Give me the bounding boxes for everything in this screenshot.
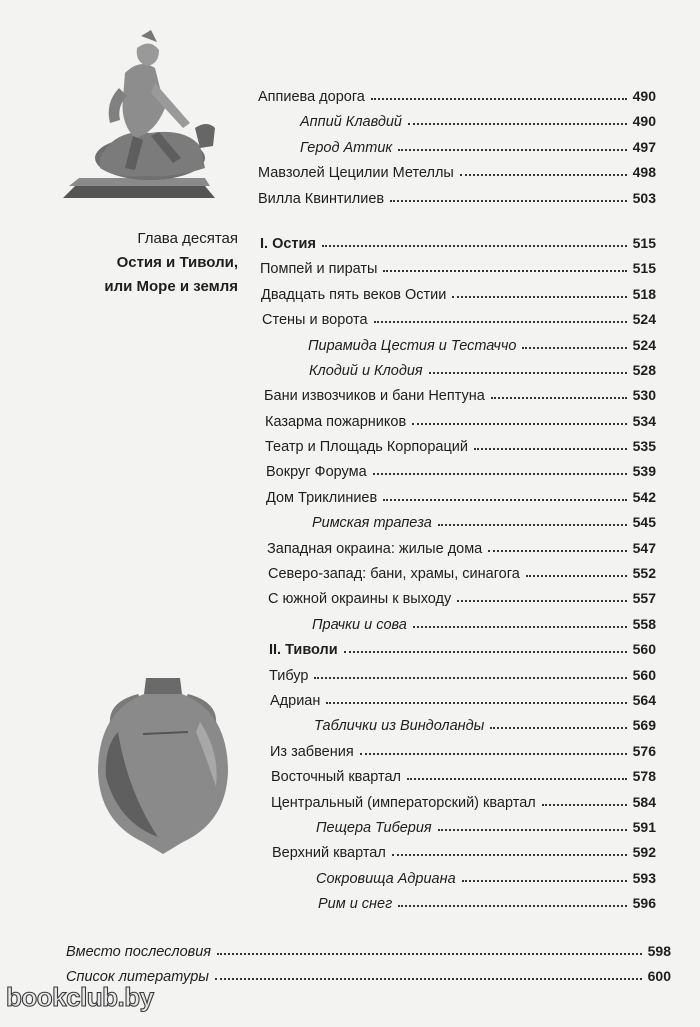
dot-leader [429,364,627,374]
toc-title: Восточный квартал [271,769,402,786]
toc-page: 569 [632,717,656,734]
toc-title: Дом Триклиниев [266,489,378,506]
toc-title: Театр и Площадь Корпораций [265,439,468,456]
toc-page: 524 [632,336,656,353]
toc-row[interactable] [258,663,656,688]
dot-leader [373,465,627,475]
toc-row[interactable] [258,434,656,459]
toc-page: 497 [632,138,656,155]
toc-row[interactable] [258,815,656,840]
toc-title: Помпей и пираты [260,261,378,278]
toc-page: 515 [632,234,656,251]
toc-title: Список литературы [66,969,209,986]
toc-title: Вилла Квинтилиев [258,190,385,207]
amphora-illustration [88,672,238,857]
toc-title: Северо-запад: бани, храмы, синагога [268,566,520,583]
dot-leader [457,592,626,602]
toc-page: 576 [632,742,656,759]
toc-row[interactable] [66,964,671,989]
chapter-title-line-2: или Море и земля [104,278,238,295]
toc-row[interactable] [258,866,656,891]
dot-leader [392,846,627,856]
chapter-number: Глава десятая [137,230,238,247]
toc-title: Клодий и Клодия [309,362,423,379]
toc-row[interactable] [258,485,656,510]
toc-page: 560 [632,666,656,683]
mithras-statue-illustration [55,28,230,208]
dot-leader [322,237,627,247]
toc-row[interactable] [258,307,656,332]
dot-leader [490,719,626,729]
toc-title: Казарма пожарников [265,413,407,430]
dot-leader [398,897,626,907]
toc-page: 547 [632,539,656,556]
toc-title: Стены и ворота [262,312,368,329]
dot-leader [522,339,626,349]
toc-title: Аппий Клавдий [300,114,402,131]
toc-row[interactable] [258,256,656,281]
dot-leader [314,669,626,679]
toc-title: Из забвения [270,743,354,760]
table-of-contents [258,84,656,917]
toc-title: Пещера Тиберия [316,819,432,836]
dot-leader [488,542,626,552]
toc-row[interactable] [258,160,656,185]
toc-title: Двадцать пять веков Остии [261,286,447,303]
toc-page: 584 [632,793,656,810]
toc-page: 539 [632,463,656,480]
back-matter [66,939,671,990]
toc-row[interactable] [258,739,656,764]
toc-page: 518 [632,285,656,302]
toc-page: 560 [632,641,656,658]
toc-row[interactable] [258,333,656,358]
toc-row[interactable] [258,586,656,611]
toc-page: 564 [632,691,656,708]
toc-page: 558 [632,615,656,632]
toc-row[interactable] [258,383,656,408]
dot-leader [526,567,627,577]
toc-page: 552 [632,565,656,582]
chapter-heading [60,227,238,299]
toc-title: Вместо послесловия [66,944,212,960]
toc-row[interactable] [258,409,656,434]
toc-title: Верхний квартал [272,845,386,862]
toc-row[interactable] [66,939,671,964]
toc-title: С южной окраины к выходу [268,591,452,608]
dot-leader [360,745,627,755]
toc-row[interactable] [258,840,656,865]
toc-title: Адриан [270,692,321,709]
dot-leader [462,872,627,882]
toc-row[interactable] [258,84,656,109]
dot-leader [413,618,627,628]
toc-page: 542 [632,488,656,505]
toc-page: 545 [632,514,656,531]
toc-title: Мавзолей Цецилии Метеллы [258,165,454,182]
dot-leader [452,288,626,298]
toc-title: Римская трапеза [312,515,432,532]
toc-page: 578 [632,768,656,785]
toc-page: 524 [632,311,656,328]
dot-leader [215,970,642,980]
dot-leader [460,166,627,176]
toc-section-row[interactable] [258,637,656,662]
dot-leader [390,192,627,202]
toc-row[interactable] [258,109,656,134]
toc-section-title: I. Остия [260,235,316,252]
dot-leader [408,115,627,125]
dot-leader [407,770,627,780]
toc-title: Сокровища Адриана [316,870,456,887]
dot-leader [491,389,627,399]
toc-page: 530 [632,387,656,404]
toc-title: Герод Аттик [300,139,393,156]
dot-leader [383,491,626,501]
dot-leader [474,440,627,450]
dot-leader [438,516,627,526]
toc-page: 498 [632,164,656,181]
toc-row[interactable] [258,891,656,916]
toc-page: 591 [632,818,656,835]
toc-page: 592 [632,844,656,861]
dot-leader [398,141,626,151]
toc-page: 503 [632,189,656,206]
dot-leader [438,821,627,831]
chapter-title-line-1: Остия и Тиволи, [116,254,238,271]
toc-title: Бани извозчиков и бани Нептуна [264,388,485,405]
toc-page: 596 [632,895,656,912]
toc-page: 528 [632,361,656,378]
toc-title: Аппиева дорога [258,89,365,105]
toc-page: 598 [647,943,671,959]
toc-page: 534 [632,412,656,429]
dot-leader [374,313,627,323]
dot-leader [542,796,627,806]
dot-leader [371,90,627,100]
toc-row[interactable] [258,764,656,789]
toc-row[interactable] [258,612,656,637]
toc-row[interactable] [258,713,656,738]
toc-row[interactable] [258,459,656,484]
dot-leader [326,694,626,704]
toc-title: Рим и снег [318,896,393,913]
toc-row[interactable] [258,561,656,586]
toc-page: 600 [647,968,671,985]
toc-title: Центральный (императорский) квартал [271,794,536,811]
toc-title: Западная окраина: жилые дома [267,540,483,557]
toc-section-title: II. Тиволи [269,642,338,659]
toc-page: 593 [632,869,656,886]
toc-row[interactable] [258,186,656,211]
toc-row[interactable] [258,688,656,713]
toc-page: 490 [632,113,656,130]
dot-leader [383,262,626,272]
toc-title: Тибур [269,667,309,684]
toc-title: Пирамида Цестия и Тестаччо [308,337,517,354]
toc-row[interactable] [258,135,656,160]
toc-page: 535 [632,438,656,455]
toc-title: Вокруг Форума [266,464,367,481]
toc-page: 490 [632,88,656,104]
toc-section-row[interactable] [258,231,656,256]
dot-leader [217,945,642,955]
dot-leader [344,643,627,653]
toc-page: 557 [632,590,656,607]
toc-row[interactable] [258,358,656,383]
toc-row[interactable] [258,790,656,815]
toc-row[interactable] [258,536,656,561]
dot-leader [412,415,626,425]
watermark: bookclub.by [6,982,154,1012]
toc-title: Прачки и сова [312,616,407,633]
toc-row[interactable] [258,510,656,535]
toc-row[interactable] [258,282,656,307]
toc-page: 515 [632,260,656,277]
toc-title: Таблички из Виндоланды [314,718,485,735]
